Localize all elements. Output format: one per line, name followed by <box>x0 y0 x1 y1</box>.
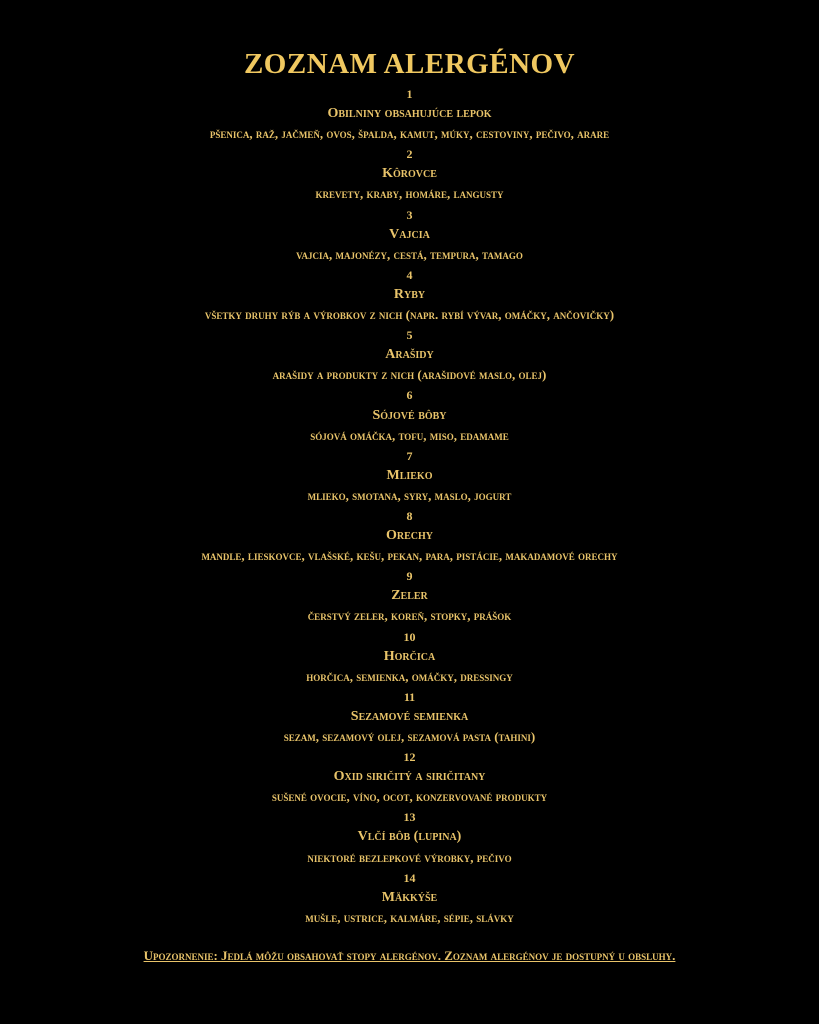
allergen-name: Obilniny obsahujúce lepok <box>327 106 492 122</box>
allergen-items: krevety, kraby, homáre, langusty <box>315 186 504 202</box>
allergen-name: Ryby <box>393 286 426 302</box>
allergen-number: 4 <box>406 267 413 282</box>
allergen-number: 1 <box>406 87 413 101</box>
page-title: ZOZNAM ALERGÉNOV <box>243 48 576 80</box>
allergen-number: 3 <box>406 207 413 222</box>
allergen-entry <box>0 205 819 265</box>
allergen-entry <box>0 687 819 747</box>
allergen-entry <box>0 747 819 807</box>
allergen-name: Orechy <box>385 528 433 544</box>
allergen-name: Sezamové semienka <box>350 708 469 724</box>
allergen-items: mušle, ustrice, kalmáre, sépie, slávky <box>305 909 514 925</box>
allergen-number: 2 <box>406 147 413 162</box>
allergen-items: niektoré bezlepkové výrobky, pečivo <box>307 849 512 865</box>
allergen-notice: Upozornenie: Jedlá môžu obsahovať stopy alergénov. Zoznam alergénov je dostupný u obsluhy. <box>143 948 676 963</box>
allergen-items: pšenica, raž, jačmeň, ovos, špalda, kamut, múky, cestoviny, pečivo, arare <box>209 126 610 142</box>
allergen-entry <box>0 566 819 626</box>
allergen-number: 7 <box>406 448 413 463</box>
allergen-list <box>0 84 819 928</box>
allergen-items: vajcia, majonézy, cestá, tempura, tamago <box>296 246 523 262</box>
allergen-items: všetky druhy rýb a výrobkov z nich (napr. rybí vývar, omáčky, ančovičky) <box>204 307 615 323</box>
allergen-number: 13 <box>403 810 416 825</box>
allergen-entry <box>0 84 819 144</box>
allergen-entry <box>0 807 819 867</box>
allergen-items: horčica, semienka, omáčky, dressingy <box>306 668 513 684</box>
allergen-entry <box>0 385 819 445</box>
allergen-entry <box>0 144 819 204</box>
allergen-items: sezam, sezamový olej, sezamová pasta (tahini) <box>283 729 536 744</box>
allergen-name: Mäkkýše <box>381 889 438 905</box>
allergen-number: 6 <box>406 388 413 403</box>
allergen-name: Mlieko <box>386 467 433 483</box>
allergen-name: Oxid siričitý a siričitany <box>333 769 486 785</box>
allergen-name: Kôrovce <box>382 166 437 182</box>
allergen-entry <box>0 446 819 506</box>
allergen-entry <box>0 325 819 385</box>
allergen-name: Vlčí bôb (lupina) <box>357 829 462 845</box>
allergen-items: arašidy a produkty z nich (arašidové maslo, olej) <box>272 367 547 383</box>
allergen-number: 9 <box>406 569 413 584</box>
allergen-number: 5 <box>406 328 413 343</box>
allergen-number: 11 <box>403 689 416 704</box>
allergen-items: sušené ovocie, víno, ocot, konzervované produkty <box>271 789 548 805</box>
allergen-number: 8 <box>406 508 413 523</box>
allergen-items: čerstvý zeler, koreň, stopky, prášok <box>307 608 512 624</box>
allergen-name: Vajcia <box>389 226 430 242</box>
allergen-items: sójová omáčka, tofu, miso, edamame <box>310 427 509 443</box>
allergen-number: 12 <box>403 750 416 765</box>
allergen-name: Arašidy <box>385 347 434 363</box>
allergen-entry <box>0 868 819 928</box>
allergen-name: Horčica <box>383 648 436 664</box>
allergen-items: mlieko, smotana, syry, maslo, jogurt <box>307 487 512 503</box>
allergen-name: Sójové bôby <box>372 407 447 423</box>
allergen-name: Zeler <box>391 588 428 604</box>
allergen-number: 10 <box>403 629 416 644</box>
allergen-entry <box>0 627 819 687</box>
allergen-entry <box>0 506 819 566</box>
allergen-entry <box>0 265 819 325</box>
allergen-items: mandle, lieskovce, vlašské, kešu, pekan, para, pistácie, makadamové orechy <box>201 548 618 564</box>
allergen-number: 14 <box>403 870 416 885</box>
